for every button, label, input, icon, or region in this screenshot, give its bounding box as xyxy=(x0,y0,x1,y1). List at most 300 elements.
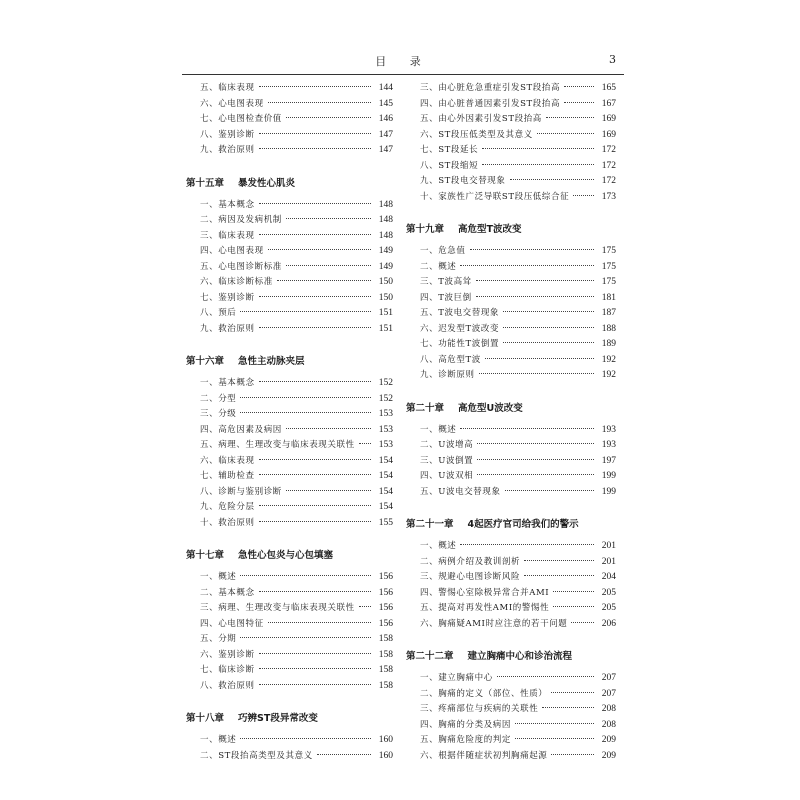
toc-entry[interactable] xyxy=(186,516,393,532)
dot-leader xyxy=(515,723,594,724)
entry-page-number: 145 xyxy=(378,98,393,109)
dot-leader xyxy=(286,265,371,266)
toc-entry[interactable] xyxy=(406,438,616,454)
toc-entry[interactable] xyxy=(406,749,616,765)
entry-title: 四、心电图表现 xyxy=(200,246,264,256)
dot-leader xyxy=(503,311,594,312)
entry-page-number: 160 xyxy=(378,750,393,761)
chapter-title: 巧辨ST段异常改变 xyxy=(238,713,318,724)
dot-leader xyxy=(240,311,371,312)
dot-leader xyxy=(460,428,594,429)
entry-title: 二、ST段抬高类型及其意义 xyxy=(200,750,313,761)
toc-entry[interactable] xyxy=(186,407,393,423)
dot-leader xyxy=(503,327,594,328)
entry-page-number: 155 xyxy=(378,517,393,528)
toc-entry[interactable] xyxy=(406,687,616,703)
entry-page-number: 209 xyxy=(601,735,616,745)
chapter-heading[interactable] xyxy=(186,545,393,567)
toc-entry[interactable] xyxy=(186,454,393,470)
entry-page-number: 153 xyxy=(378,424,393,435)
entry-title: 五、临床表现 xyxy=(200,83,255,93)
entry-title: 二、概述 xyxy=(420,261,457,272)
toc-entry[interactable] xyxy=(406,143,616,159)
toc-entry[interactable] xyxy=(186,306,393,322)
entry-title: 三、分级 xyxy=(200,409,237,419)
chapter-heading[interactable] xyxy=(406,514,616,536)
toc-entry[interactable] xyxy=(186,81,393,97)
dot-leader xyxy=(277,280,371,281)
entry-page-number: 205 xyxy=(601,587,616,598)
entry-title: 四、心电图特征 xyxy=(200,618,264,629)
dot-leader xyxy=(482,164,594,165)
entry-title: 一、建立胸痛中心 xyxy=(420,673,493,683)
entry-page-number: 153 xyxy=(378,409,393,419)
entry-title: 五、病理、生理改变与临床表现关联性 xyxy=(200,440,355,450)
toc-entry[interactable] xyxy=(186,322,393,338)
dot-leader xyxy=(515,738,594,739)
dot-leader xyxy=(564,102,594,103)
entry-page-number: 149 xyxy=(378,261,393,272)
toc-entry[interactable] xyxy=(406,423,616,439)
running-header xyxy=(182,52,624,75)
toc-entry[interactable] xyxy=(406,322,616,338)
entry-page-number: 156 xyxy=(378,618,393,629)
chapter-title: 高危型U波改变 xyxy=(458,402,523,414)
dot-leader xyxy=(573,195,594,196)
toc-entry[interactable] xyxy=(186,423,393,439)
entry-title: 七、辅助检查 xyxy=(200,471,255,481)
dot-leader xyxy=(259,684,371,685)
dot-leader xyxy=(470,249,594,250)
dot-leader xyxy=(286,218,371,219)
chapter-title: 急性心包炎与心包填塞 xyxy=(238,550,334,561)
dot-leader xyxy=(240,637,371,638)
toc-entry[interactable] xyxy=(406,454,616,470)
toc-entry[interactable] xyxy=(186,229,393,245)
entry-page-number: 148 xyxy=(378,215,393,225)
entry-page-number: 207 xyxy=(601,688,616,699)
dot-leader xyxy=(286,117,371,118)
entry-page-number: 204 xyxy=(601,572,616,582)
entry-page-number: 156 xyxy=(378,587,393,598)
entry-page-number: 158 xyxy=(378,634,393,644)
dot-leader xyxy=(359,606,371,607)
dot-leader xyxy=(476,296,594,297)
toc-entry[interactable] xyxy=(406,306,616,322)
entry-page-number: 153 xyxy=(378,440,393,450)
toc-entry[interactable] xyxy=(406,244,616,260)
dot-leader xyxy=(259,296,371,297)
toc-right-column xyxy=(406,81,616,764)
chapter-heading[interactable] xyxy=(186,173,393,195)
entry-title: 四、T波巨倒 xyxy=(420,292,472,303)
entry-title: 一、危急值 xyxy=(420,246,466,256)
chapter-title: 建立胸痛中心和诊治流程 xyxy=(467,651,573,662)
entry-page-number: 201 xyxy=(601,556,616,567)
dot-leader xyxy=(505,490,594,491)
page-number: 3 xyxy=(609,53,616,66)
entry-page-number: 151 xyxy=(378,323,393,334)
dot-leader xyxy=(477,443,594,444)
toc-entry[interactable] xyxy=(186,617,393,633)
toc-entry[interactable] xyxy=(406,275,616,291)
entry-page-number: 201 xyxy=(601,541,616,551)
entry-title: 七、功能性T波倒置 xyxy=(420,339,500,349)
entry-title: 九、救治原则 xyxy=(200,323,255,334)
entry-page-number: 158 xyxy=(378,665,393,675)
dot-leader xyxy=(510,179,595,180)
dot-leader xyxy=(240,575,371,576)
entry-title: 五、提高对再发性AMI的警惕性 xyxy=(420,603,550,613)
entry-title: 五、U波电交替现象 xyxy=(420,486,501,497)
dot-leader xyxy=(460,265,594,266)
dot-leader xyxy=(524,560,594,561)
entry-page-number: 150 xyxy=(378,292,393,303)
chapter-number: 第十七章 xyxy=(186,550,225,561)
chapter-number: 第二十章 xyxy=(406,402,445,414)
entry-title: 二、基本概念 xyxy=(200,587,255,598)
entry-page-number: 209 xyxy=(601,750,616,761)
entry-title: 二、U波增高 xyxy=(420,440,474,450)
toc-entry[interactable] xyxy=(406,733,616,749)
entry-title: 二、分型 xyxy=(200,393,237,404)
entry-title: 十、家族性广泛导联ST段压低综合征 xyxy=(420,191,570,202)
entry-title: 八、鉴别诊断 xyxy=(200,129,255,140)
entry-title: 一、基本概念 xyxy=(200,199,255,210)
entry-title: 六、根据伴随症状初判胸痛起源 xyxy=(420,750,548,761)
toc-entry[interactable] xyxy=(406,97,616,113)
entry-title: 一、概述 xyxy=(200,735,237,745)
entry-title: 三、疼痛部位与疾病的关联性 xyxy=(420,704,539,714)
toc-entry[interactable] xyxy=(406,617,616,633)
entry-title: 七、ST段延长 xyxy=(420,145,479,155)
chapter-heading[interactable] xyxy=(406,219,616,241)
entry-page-number: 175 xyxy=(601,261,616,272)
entry-page-number: 208 xyxy=(601,719,616,730)
chapter-number: 第二十二章 xyxy=(406,651,454,662)
entry-title: 八、救治原则 xyxy=(200,680,255,691)
entry-title: 六、鉴别诊断 xyxy=(200,649,255,660)
chapter-heading[interactable] xyxy=(186,351,393,373)
entry-page-number: 148 xyxy=(378,199,393,210)
entry-page-number: 199 xyxy=(601,486,616,497)
dot-leader xyxy=(259,133,371,134)
dot-leader xyxy=(477,459,594,460)
dot-leader xyxy=(268,249,371,250)
entry-page-number: 172 xyxy=(601,145,616,155)
dot-leader xyxy=(524,575,594,576)
entry-page-number: 175 xyxy=(601,277,616,287)
chapter-heading[interactable] xyxy=(186,708,393,730)
toc-entry[interactable] xyxy=(186,648,393,664)
entry-page-number: 144 xyxy=(378,83,393,93)
toc-entry[interactable] xyxy=(406,337,616,353)
chapter-number: 第十八章 xyxy=(186,713,225,724)
entry-title: 八、预后 xyxy=(200,308,237,318)
entry-title: 三、U波倒置 xyxy=(420,455,474,466)
toc-entry[interactable] xyxy=(186,586,393,602)
toc-entry[interactable] xyxy=(186,601,393,617)
entry-title: 五、分期 xyxy=(200,634,237,644)
toc-entry[interactable] xyxy=(406,601,616,617)
entry-page-number: 192 xyxy=(601,370,616,380)
entry-page-number: 148 xyxy=(378,230,393,241)
entry-page-number: 192 xyxy=(601,354,616,365)
dot-leader xyxy=(259,234,371,235)
dot-leader xyxy=(259,653,371,654)
entry-page-number: 149 xyxy=(378,246,393,256)
dot-leader xyxy=(259,474,371,475)
dot-leader xyxy=(259,459,371,460)
entry-title: 四、由心脏普通因素引发ST段抬高 xyxy=(420,98,561,109)
entry-page-number: 181 xyxy=(601,292,616,303)
entry-title: 一、概述 xyxy=(200,572,237,582)
dot-leader xyxy=(485,358,594,359)
entry-page-number: 169 xyxy=(601,129,616,140)
toc-entry[interactable] xyxy=(406,368,616,384)
entry-page-number: 154 xyxy=(378,486,393,497)
toc-entry[interactable] xyxy=(406,159,616,175)
entry-title: 六、心电图表现 xyxy=(200,98,264,109)
toc-entry[interactable] xyxy=(186,663,393,679)
entry-page-number: 199 xyxy=(601,471,616,481)
toc-entry[interactable] xyxy=(406,718,616,734)
toc-entry[interactable] xyxy=(406,112,616,128)
entry-title: 六、临床诊断标准 xyxy=(200,277,273,287)
toc-entry[interactable] xyxy=(186,469,393,485)
toc-entry[interactable] xyxy=(406,555,616,571)
entry-title: 五、胸痛危险度的判定 xyxy=(420,735,512,745)
entry-title: 三、临床表现 xyxy=(200,230,255,241)
dot-leader xyxy=(259,505,371,506)
entry-title: 三、规避心电图诊断风险 xyxy=(420,572,521,582)
dot-leader xyxy=(240,397,371,398)
toc-entry[interactable] xyxy=(406,586,616,602)
entry-page-number: 207 xyxy=(601,673,616,683)
entry-page-number: 158 xyxy=(378,680,393,691)
toc-entry[interactable] xyxy=(186,733,393,749)
chapter-number: 第十五章 xyxy=(186,177,225,189)
entry-title: 二、胸痛的定义（部位、性质） xyxy=(420,688,548,699)
entry-title: 八、ST段缩短 xyxy=(420,160,479,171)
chapter-number: 第十六章 xyxy=(186,356,225,367)
entry-title: 二、病例介绍及教训剖析 xyxy=(420,556,521,567)
entry-title: 四、警惕心室除极异常合并AMI xyxy=(420,587,550,598)
entry-page-number: 172 xyxy=(601,160,616,171)
dot-leader xyxy=(240,738,371,739)
entry-title: 十、救治原则 xyxy=(200,517,255,528)
entry-title: 一、基本概念 xyxy=(200,378,255,388)
entry-title: 四、胸痛的分类及病因 xyxy=(420,719,512,730)
dot-leader xyxy=(259,327,371,328)
toc-entry[interactable] xyxy=(186,376,393,392)
toc-entry[interactable] xyxy=(406,539,616,555)
entry-title: 六、胸痛疑AMI时应注意的若干问题 xyxy=(420,618,568,629)
entry-page-number: 206 xyxy=(601,618,616,629)
entry-page-number: 156 xyxy=(378,603,393,613)
dot-leader xyxy=(542,707,594,708)
dot-leader xyxy=(479,373,594,374)
dot-leader xyxy=(564,86,594,87)
chapter-title: 高危型T波改变 xyxy=(458,224,522,235)
header-title: 目 录 xyxy=(375,55,431,68)
entry-page-number: 152 xyxy=(378,378,393,388)
dot-leader xyxy=(546,117,594,118)
dot-leader xyxy=(571,622,594,623)
dot-leader xyxy=(259,521,371,522)
entry-title: 二、病因及发病机制 xyxy=(200,215,282,225)
dot-leader xyxy=(553,606,594,607)
toc-entry[interactable] xyxy=(406,291,616,307)
entry-title: 九、ST段电交替现象 xyxy=(420,176,506,186)
entry-page-number: 188 xyxy=(601,323,616,334)
entry-title: 六、临床表现 xyxy=(200,455,255,466)
toc-entry[interactable] xyxy=(186,244,393,260)
entry-title: 七、心电图检查价值 xyxy=(200,114,282,124)
toc-entry[interactable] xyxy=(406,702,616,718)
dot-leader xyxy=(476,280,594,281)
entry-page-number: 187 xyxy=(601,308,616,318)
entry-page-number: 154 xyxy=(378,502,393,512)
dot-leader xyxy=(503,342,594,343)
entry-title: 一、概述 xyxy=(420,541,457,551)
dot-leader xyxy=(551,754,594,755)
toc-entry[interactable] xyxy=(186,485,393,501)
entry-page-number: 173 xyxy=(601,191,616,202)
entry-page-number: 165 xyxy=(601,83,616,93)
dot-leader xyxy=(268,102,371,103)
entry-page-number: 193 xyxy=(601,424,616,435)
entry-page-number: 154 xyxy=(378,471,393,481)
entry-title: 九、危险分层 xyxy=(200,502,255,512)
dot-leader xyxy=(317,754,371,755)
entry-title: 三、由心脏危急重症引发ST段抬高 xyxy=(420,83,561,93)
toc-entry[interactable] xyxy=(406,260,616,276)
entry-title: 六、迟发型T波改变 xyxy=(420,323,500,334)
toc-entry[interactable] xyxy=(406,174,616,190)
entry-page-number: 150 xyxy=(378,277,393,287)
entry-title: 三、T波高耸 xyxy=(420,277,472,287)
entry-page-number: 193 xyxy=(601,440,616,450)
entry-title: 九、诊断原则 xyxy=(420,370,475,380)
chapter-number: 第二十一章 xyxy=(406,519,454,530)
entry-title: 四、高危因素及病因 xyxy=(200,424,282,435)
entry-page-number: 147 xyxy=(378,145,393,155)
entry-page-number: 151 xyxy=(378,308,393,318)
toc-entry[interactable] xyxy=(406,190,616,206)
chapter-title: 暴发性心肌炎 xyxy=(238,177,296,189)
toc-entry[interactable] xyxy=(406,671,616,687)
toc-entry[interactable] xyxy=(186,213,393,229)
entry-title: 三、病理、生理改变与临床表现关联性 xyxy=(200,603,355,613)
entry-page-number: 175 xyxy=(601,246,616,256)
dot-leader xyxy=(259,381,371,382)
entry-title: 六、ST段压低类型及其意义 xyxy=(420,129,533,140)
toc-entry[interactable] xyxy=(406,353,616,369)
dot-leader xyxy=(268,622,371,623)
dot-leader xyxy=(537,133,594,134)
chapter-heading[interactable] xyxy=(406,646,616,668)
dot-leader xyxy=(259,86,371,87)
dot-leader xyxy=(286,490,371,491)
entry-page-number: 147 xyxy=(378,129,393,140)
entry-title: 四、U波双相 xyxy=(420,471,474,481)
dot-leader xyxy=(482,148,594,149)
entry-title: 一、概述 xyxy=(420,424,457,435)
toc-entry[interactable] xyxy=(406,81,616,97)
entry-page-number: 146 xyxy=(378,114,393,124)
toc-left-column xyxy=(186,81,393,764)
chapter-number: 第十九章 xyxy=(406,224,445,235)
entry-title: 七、临床诊断 xyxy=(200,665,255,675)
dot-leader xyxy=(259,668,371,669)
chapter-title: 4起医疗官司给我们的警示 xyxy=(467,519,579,530)
toc-entry[interactable] xyxy=(406,570,616,586)
entry-page-number: 156 xyxy=(378,572,393,582)
entry-title: 五、心电图诊断标准 xyxy=(200,261,282,272)
entry-page-number: 205 xyxy=(601,603,616,613)
dot-leader xyxy=(553,591,594,592)
entry-page-number: 189 xyxy=(601,339,616,349)
toc-entry[interactable] xyxy=(186,632,393,648)
toc-entry[interactable] xyxy=(186,128,393,144)
dot-leader xyxy=(259,203,371,204)
entry-page-number: 172 xyxy=(601,176,616,186)
chapter-title: 急性主动脉夹层 xyxy=(238,356,305,367)
chapter-heading[interactable] xyxy=(406,398,616,420)
entry-page-number: 154 xyxy=(378,455,393,466)
dot-leader xyxy=(551,692,594,693)
entry-page-number: 167 xyxy=(601,98,616,109)
toc-entry[interactable] xyxy=(406,128,616,144)
entry-title: 七、鉴别诊断 xyxy=(200,292,255,303)
dot-leader xyxy=(460,544,594,545)
entry-title: 八、高危型T波 xyxy=(420,354,481,365)
toc-entry[interactable] xyxy=(186,570,393,586)
toc-entry[interactable] xyxy=(186,679,393,695)
dot-leader xyxy=(259,148,371,149)
toc-entry[interactable] xyxy=(186,112,393,128)
entry-page-number: 152 xyxy=(378,393,393,404)
toc-entry[interactable] xyxy=(186,291,393,307)
toc-entry[interactable] xyxy=(186,260,393,276)
dot-leader xyxy=(259,591,371,592)
entry-title: 五、由心外因素引发ST段抬高 xyxy=(420,114,542,124)
entry-page-number: 169 xyxy=(601,114,616,124)
entry-title: 八、诊断与鉴别诊断 xyxy=(200,486,282,497)
entry-page-number: 160 xyxy=(378,735,393,745)
dot-leader xyxy=(477,474,594,475)
entry-page-number: 158 xyxy=(378,649,393,660)
dot-leader xyxy=(286,428,371,429)
entry-title: 九、救治原则 xyxy=(200,145,255,155)
toc-entry[interactable] xyxy=(186,97,393,113)
toc-entry[interactable] xyxy=(186,143,393,159)
toc-entry[interactable] xyxy=(406,469,616,485)
dot-leader xyxy=(497,676,594,677)
toc-entry[interactable] xyxy=(186,500,393,516)
toc-entry[interactable] xyxy=(406,485,616,501)
entry-page-number: 197 xyxy=(601,455,616,466)
toc-entry[interactable] xyxy=(186,198,393,214)
toc-entry[interactable] xyxy=(186,749,393,765)
toc-entry[interactable] xyxy=(186,438,393,454)
dot-leader xyxy=(240,412,371,413)
toc-entry[interactable] xyxy=(186,392,393,408)
entry-page-number: 208 xyxy=(601,704,616,714)
entry-title: 五、T波电交替现象 xyxy=(420,308,500,318)
toc-entry[interactable] xyxy=(186,275,393,291)
